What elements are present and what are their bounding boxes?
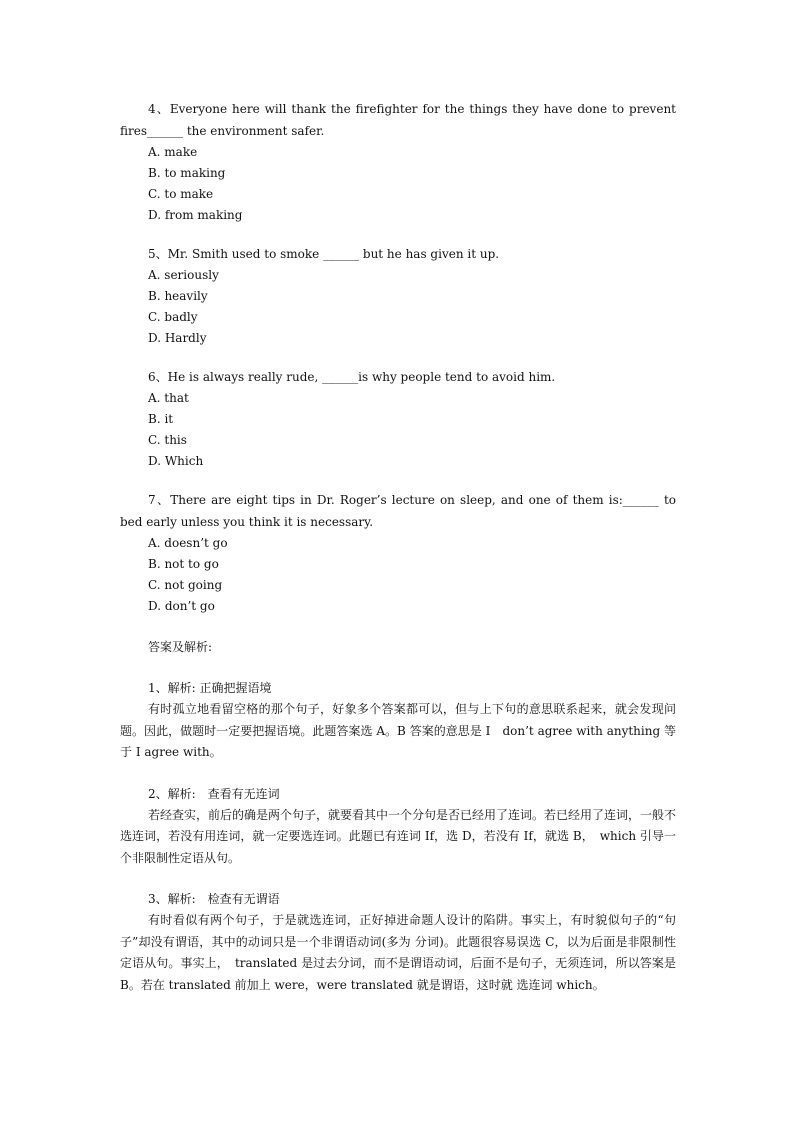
question-7 <box>120 489 676 617</box>
explanation-body: 若经查实，前后的确是两个句子，就要看其中一个分句是否已经用了连词。若已经用了连词，一般不选连词，若没有用连词，就一定要选连词。此题已有连词 If，选 D，若没有 If，就选 B， which 引导一个非限制性定语从句。 <box>120 807 677 865</box>
spacer <box>120 226 676 243</box>
option-b: B. not to go <box>148 557 219 571</box>
spacer <box>120 764 676 783</box>
spacer <box>120 658 676 677</box>
option-c: C. to make <box>148 187 214 201</box>
question-stem: 4、Everyone here will thank the firefighter for the things they have done to prevent fires______ the environment safer. <box>120 102 676 138</box>
question-stem: 7、There are eight tips in Dr. Roger’s lecture on sleep, and one of them is:______ to bed early unless you think it is necessary. <box>120 493 676 529</box>
question-4 <box>120 98 676 226</box>
option-a: A. make <box>148 145 198 159</box>
explanation-title: 2、解析: 查看有无连词 <box>148 786 280 801</box>
question-stem: 6、He is always really rude, ______is why people tend to avoid him. <box>148 370 556 384</box>
question-5 <box>120 243 676 349</box>
spacer <box>120 349 676 366</box>
option-list <box>120 388 676 472</box>
explanation-2 <box>120 783 676 870</box>
option-b: B. to making <box>148 166 226 180</box>
option-d: D. Hardly <box>148 331 207 345</box>
option-a: A. that <box>148 391 189 405</box>
option-d: D. Which <box>148 454 204 468</box>
option-c: C. badly <box>148 310 198 324</box>
option-d: D. from making <box>148 208 243 222</box>
explanation-1 <box>120 677 676 764</box>
option-d: D. don’t go <box>148 599 215 613</box>
option-b: B. it <box>148 412 174 426</box>
option-list <box>120 533 676 617</box>
explanation-body: 有时孤立地看留空格的那个句子，好象多个答案都可以，但与上下句的意思联系起来，就会发现问题。因此，做题时一定要把握语境。此题答案选 A。B 答案的意思是 I don’t agree with anything 等于 I agree with。 <box>120 702 676 759</box>
option-a: A. seriously <box>148 268 219 282</box>
option-list <box>120 265 676 349</box>
answers-heading: 答案及解析: <box>148 640 213 654</box>
question-6 <box>120 366 676 472</box>
option-c: C. this <box>148 433 187 447</box>
question-stem: 5、Mr. Smith used to smoke ______ but he has given it up. <box>148 247 500 261</box>
spacer <box>120 617 676 636</box>
option-b: B. heavily <box>148 289 208 303</box>
explanation-title: 3、解析: 检查有无谓语 <box>148 892 280 906</box>
option-list <box>120 142 676 226</box>
explanation-title: 1、解析: 正确把握语境 <box>148 681 272 695</box>
explanation-body: 有时看似有两个句子，于是就选连词，正好掉进命题人设计的陷阱。事实上，有时貌似句子的“句子”却没有谓语，其中的动词只是一个非谓语动词(多为 分词)。此题很容易误选 C，以为后面是非限制性定语从句。事实上， translated 是过去分词，而不是谓语动词，后面不是句子，无须连词，所以答案是 B。若在 translated 前加上 were，were translated 就是谓语，这时就 选连词 which。 <box>120 913 676 992</box>
explanation-3 <box>120 888 676 996</box>
option-c: C. not going <box>148 578 223 592</box>
spacer <box>120 869 676 888</box>
option-a: A. doesn’t go <box>148 536 228 550</box>
spacer <box>120 472 676 489</box>
document-content <box>120 98 676 996</box>
